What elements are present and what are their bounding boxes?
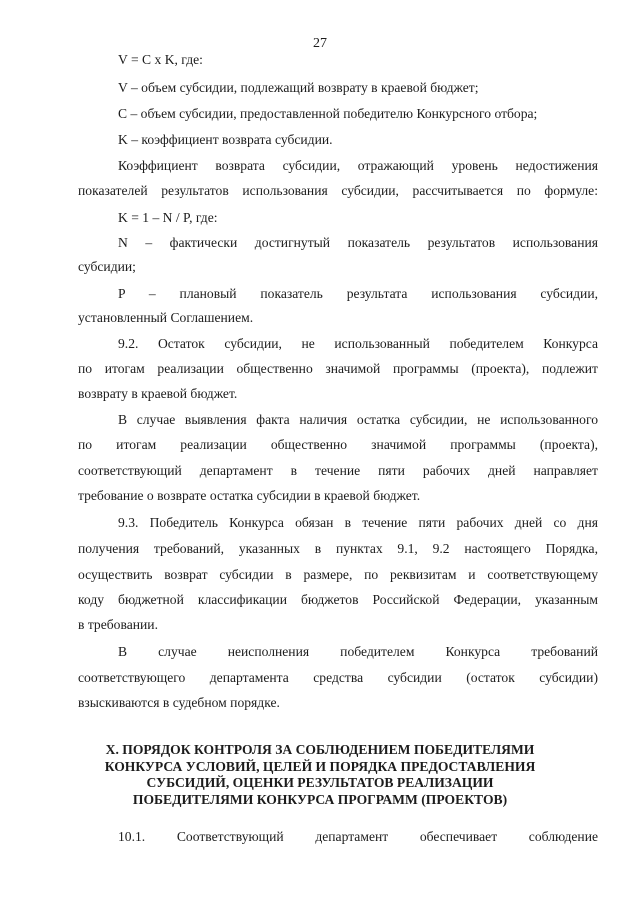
paragraph-line: соответствующего департамента средства субсидии (остаток субсидии)	[78, 670, 598, 685]
definition-line: K – коэффициент возврата субсидии.	[118, 132, 333, 147]
heading-line: X. ПОРЯДОК КОНТРОЛЯ ЗА СОБЛЮДЕНИЕМ ПОБЕДИТЕЛЯМИ	[105, 742, 535, 757]
section-heading	[60, 742, 580, 808]
paragraph-line: субсидии;	[78, 259, 136, 274]
definition-line: P – плановый показатель результата использования субсидии,	[118, 286, 598, 301]
paragraph-line: в требовании.	[78, 617, 158, 632]
paragraph-line: по итогам реализации общественно значимой программы (проекта), подлежит	[78, 361, 598, 376]
paragraph-line: 10.1. Соответствующий департамент обеспечивает соблюдение	[118, 829, 598, 844]
paragraph-line: 9.2. Остаток субсидии, не использованный победителем Конкурса	[118, 336, 598, 351]
heading-line: СУБСИДИЙ, ОЦЕНКИ РЕЗУЛЬТАТОВ РЕАЛИЗАЦИИ	[146, 775, 494, 790]
paragraph-line: получения требований, указанных в пунктах 9.1, 9.2 настоящего Порядка,	[78, 541, 598, 556]
paragraph-line: В случае выявления факта наличия остатка субсидии, не использованного	[118, 412, 598, 427]
paragraph-line: требование о возврате остатка субсидии в краевой бюджет.	[78, 488, 421, 503]
paragraph-line: показателей результатов использования субсидии, рассчитывается по формуле:	[78, 183, 598, 198]
paragraph-line: взыскиваются в судебном порядке.	[78, 695, 280, 710]
paragraph-line: В случае неисполнения победителем Конкурса требований	[118, 644, 598, 659]
paragraph-line: 9.3. Победитель Конкурса обязан в течение пяти рабочих дней со дня	[118, 515, 598, 530]
definition-line: C – объем субсидии, предоставленной победителю Конкурсного отбора;	[118, 106, 538, 121]
paragraph-line: соответствующий департамент в течение пяти рабочих дней направляет	[78, 463, 598, 478]
paragraph-line: по итогам реализации общественно значимой программы (проекта),	[78, 437, 598, 452]
formula-line: K = 1 – N / P, где:	[118, 210, 218, 225]
heading-line: КОНКУРСА УСЛОВИЙ, ЦЕЛЕЙ И ПОРЯДКА ПРЕДОСТАВЛЕНИЯ	[104, 758, 536, 774]
definition-line: N – фактически достигнутый показатель результатов использования	[118, 235, 598, 250]
paragraph-line: коду бюджетной классификации бюджетов Российской Федерации, указанным	[78, 592, 598, 607]
paragraph-line: Коэффициент возврата субсидии, отражающий уровень недостижения	[118, 158, 598, 173]
paragraph-line: осуществить возврат субсидии в размере, по реквизитам и соответствующему	[78, 567, 598, 582]
paragraph-line: установленный Соглашением.	[78, 310, 254, 325]
paragraph-line: возврату в краевой бюджет.	[78, 386, 238, 401]
heading-line: ПОБЕДИТЕЛЯМИ КОНКУРСА ПРОГРАММ (ПРОЕКТОВ)	[132, 791, 508, 807]
page-number: 27	[313, 36, 327, 51]
formula-line: V = C x K, где:	[118, 52, 203, 67]
definition-line: V – объем субсидии, подлежащий возврату в краевой бюджет;	[118, 80, 479, 95]
